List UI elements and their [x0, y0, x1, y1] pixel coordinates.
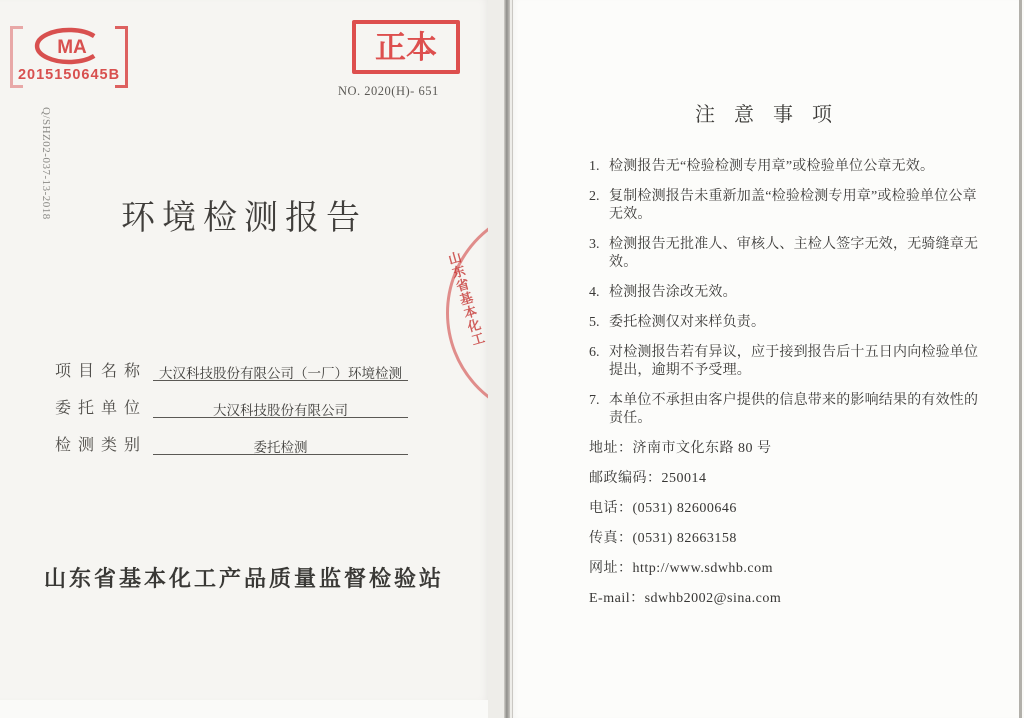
field-row-test-type [55, 432, 455, 462]
note-text: 复制检测报告未重新加盖“检验检测专用章”或检验单位公章无效。 [609, 189, 977, 222]
contact-phone [589, 500, 989, 518]
contact-value: http://www.sdwhb.com [632, 561, 774, 576]
field-value: 大汉科技股份有限公司（一厂）环境检测 [153, 362, 408, 381]
contact-value: (0531) 82600646 [632, 501, 737, 516]
field-row-project-name [55, 358, 455, 388]
note-number: 1. [589, 159, 600, 174]
document-code-vertical: Q/SHZ02-037-13-2018 [40, 107, 52, 220]
notice-list [589, 158, 981, 440]
field-row-client [55, 395, 455, 425]
field-value: 大汉科技股份有限公司 [153, 399, 408, 418]
contact-value: 250014 [661, 471, 707, 486]
note-item-3 [589, 236, 981, 272]
field-label: 委 托 单 位 [55, 400, 142, 417]
field-label: 检 测 类 别 [55, 437, 142, 454]
note-item-1 [589, 158, 981, 176]
note-text: 本单位不承担由客户提供的信息带来的影响结果的有效性的责任。 [609, 393, 979, 426]
original-copy-stamp-text: 正本 [375, 29, 437, 65]
notice-page [512, 0, 1021, 718]
note-text: 对检测报告若有异议，应于接到报告后十五日内向检验单位提出，逾期不予受理。 [609, 345, 979, 378]
note-item-6 [589, 344, 981, 380]
field-label: 项 目 名 称 [55, 363, 142, 380]
partial-round-seal-text: 山东省基本化工 [444, 249, 487, 349]
issuing-organization: 山东省基本化工产品质量监督检验站 [43, 566, 444, 591]
note-text: 委托检测仅对来样负责。 [609, 315, 766, 330]
note-item-7 [589, 392, 981, 428]
contact-label: 网址： [589, 561, 633, 576]
contact-value: sdwhb2002@sina.com [644, 591, 782, 606]
note-text: 检测报告无批准人、审核人、主检人签字无效，无骑缝章无效。 [609, 237, 979, 270]
note-item-4 [589, 284, 981, 302]
note-number: 2. [589, 189, 600, 204]
report-cover-page [0, 0, 488, 700]
contact-block [589, 440, 989, 620]
contact-label: E-mail： [589, 591, 645, 606]
note-number: 5. [589, 315, 600, 330]
contact-label: 电话： [589, 501, 633, 516]
contact-value: (0531) 82663158 [632, 531, 737, 546]
cma-logo-icon [33, 27, 105, 67]
cma-accreditation-stamp [10, 26, 128, 88]
note-number: 6. [589, 345, 600, 360]
notice-title: 注 意 事 项 [695, 104, 839, 126]
field-value: 委托检测 [153, 436, 408, 455]
scan-right-edge [1019, 0, 1022, 718]
contact-email [589, 590, 989, 608]
contact-fax [589, 530, 989, 548]
note-text: 检测报告涂改无效。 [609, 285, 737, 300]
cma-certificate-number: 2015150645B [17, 67, 121, 83]
report-title: 环境检测报告 [121, 200, 367, 237]
note-item-5 [589, 314, 981, 332]
note-number: 4. [589, 285, 600, 300]
contact-label: 传真： [589, 531, 633, 546]
note-number: 7. [589, 393, 600, 408]
report-number: NO. 2020(H)- 651 [338, 84, 439, 98]
svg-text:MA: MA [57, 37, 87, 58]
contact-address [589, 440, 989, 458]
contact-label: 邮政编码： [589, 471, 662, 486]
note-text: 检测报告无“检验检测专用章”或检验单位公章无效。 [609, 159, 935, 174]
contact-postcode [589, 470, 989, 488]
original-copy-stamp [352, 20, 460, 74]
contact-value: 济南市文化东路 80 号 [632, 441, 772, 456]
contact-website [589, 560, 989, 578]
page-fold-line [504, 0, 510, 718]
contact-label: 地址： [589, 441, 633, 456]
note-number: 3. [589, 237, 600, 252]
note-item-2 [589, 188, 981, 224]
